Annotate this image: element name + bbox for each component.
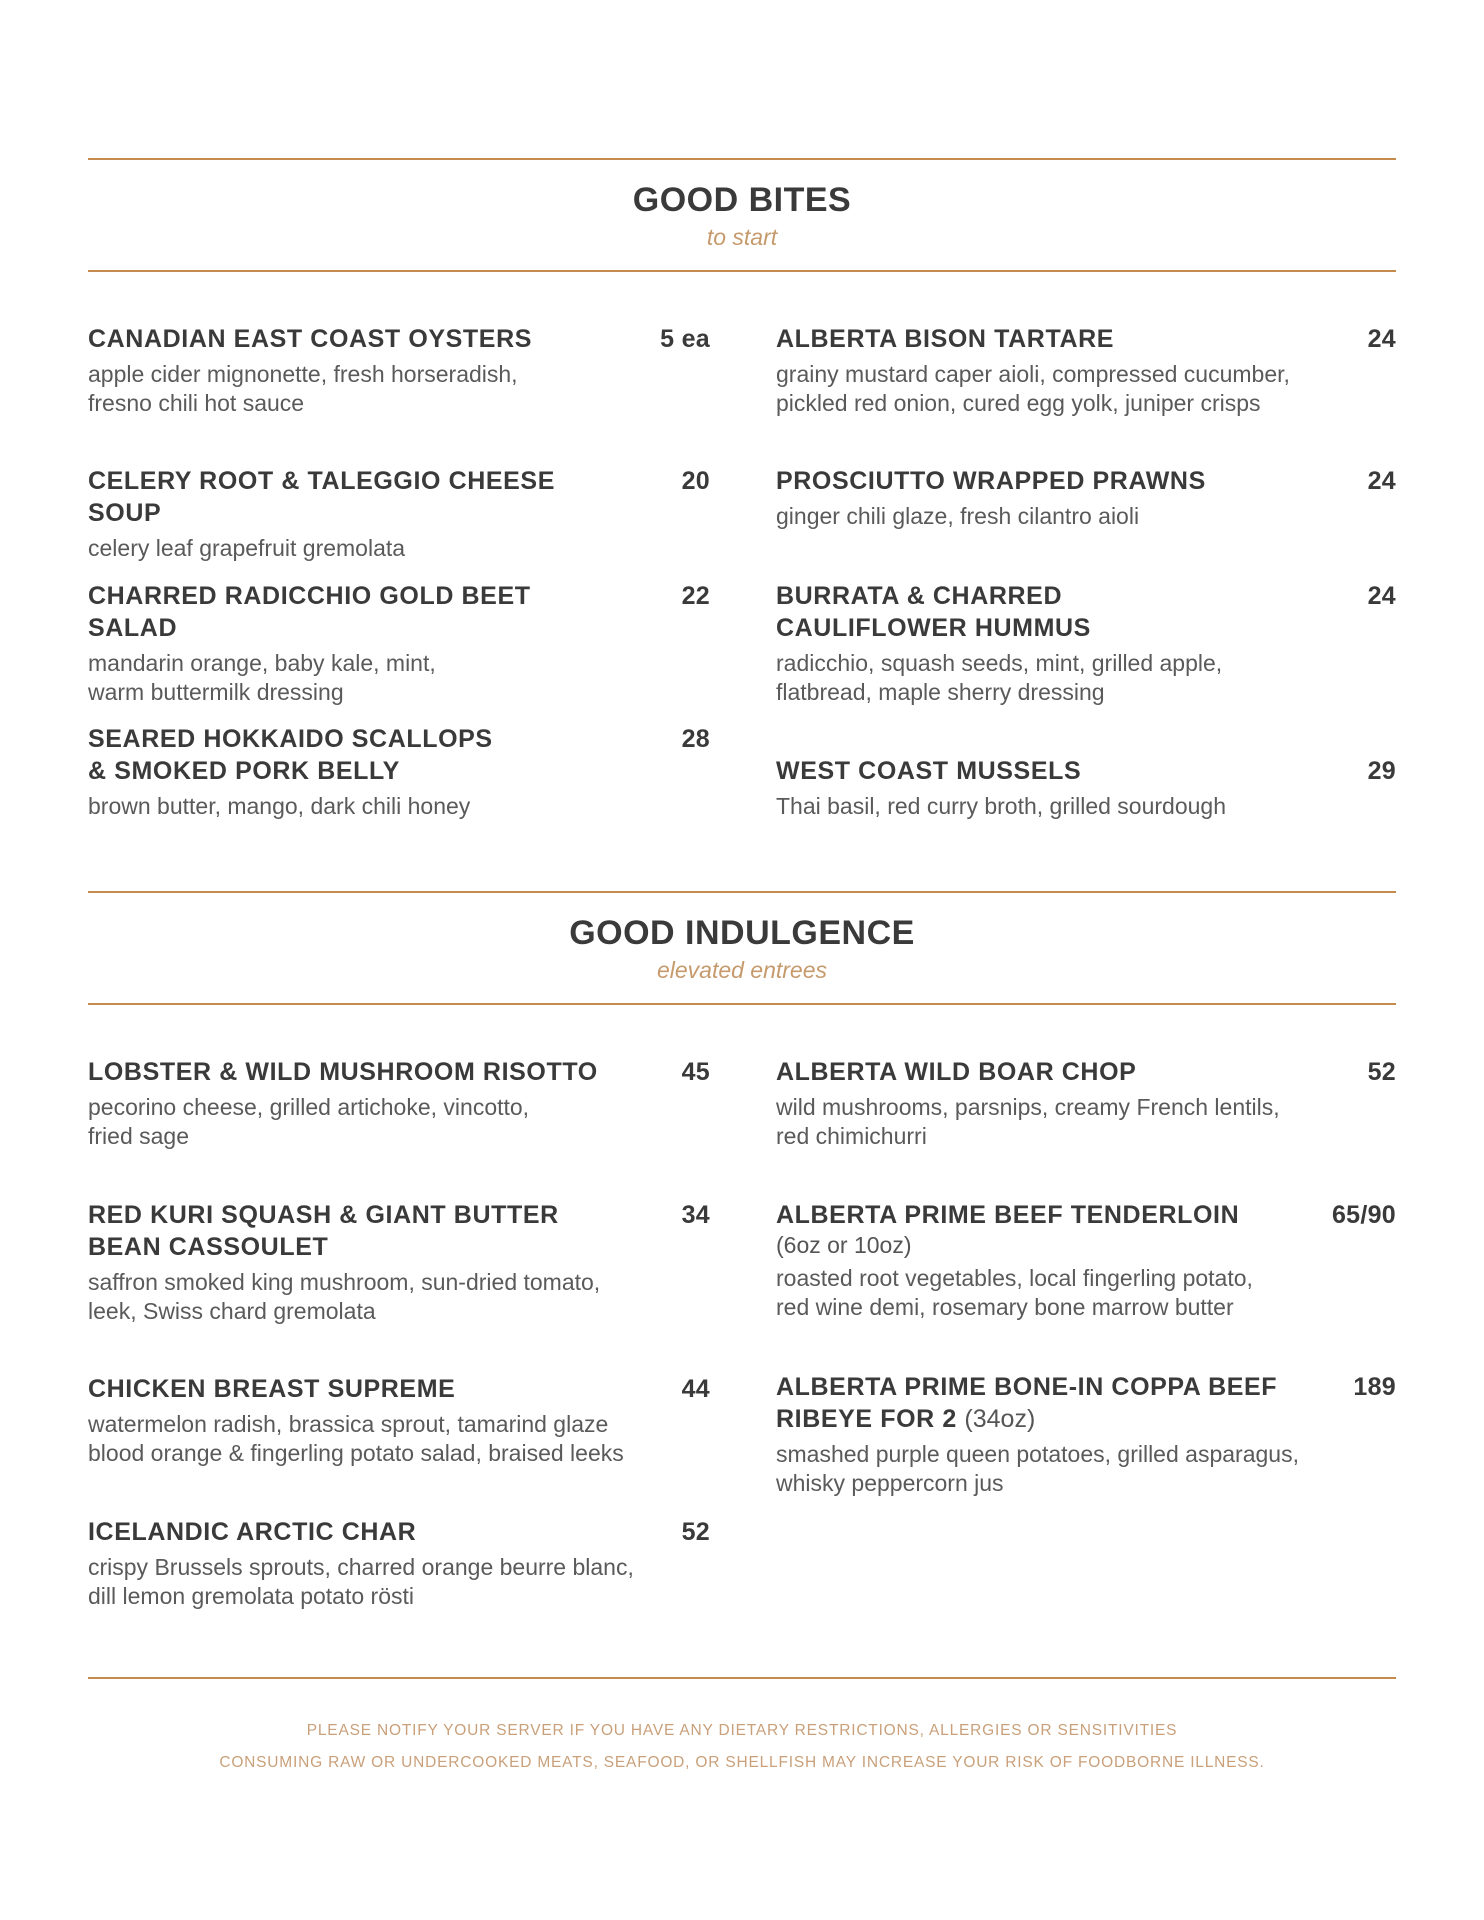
- item-name: SEARED HOKKAIDO SCALLOPS & SMOKED PORK BELLY: [88, 725, 493, 785]
- item-name: ICELANDIC ARCTIC CHAR: [88, 1518, 417, 1546]
- item-price: 34: [681, 1201, 710, 1229]
- item-description: celery leaf grapefruit gremolata: [88, 535, 406, 561]
- item-description: brown butter, mango, dark chili honey: [88, 793, 471, 819]
- item-description: smashed purple queen potatoes, grilled asparagus, whisky peppercorn jus: [776, 1441, 1299, 1496]
- item-name: RED KURI SQUASH & GIANT BUTTER BEAN CASSOULET: [88, 1201, 559, 1261]
- menu-item: [88, 465, 710, 563]
- item-price: 28: [681, 725, 710, 753]
- item-size: (34oz): [964, 1405, 1036, 1433]
- item-description: crispy Brussels sprouts, charred orange beurre blanc, dill lemon gremolata potato rösti: [88, 1554, 634, 1609]
- item-name: ALBERTA PRIME BEEF TENDERLOIN: [776, 1201, 1240, 1229]
- menu-item: [88, 1373, 710, 1468]
- menu-item: [88, 723, 710, 821]
- divider: [88, 158, 1396, 160]
- item-name: ALBERTA BISON TARTARE: [776, 325, 1115, 353]
- item-price: 22: [681, 582, 710, 610]
- item-description: mandarin orange, baby kale, mint, warm buttermilk dressing: [88, 650, 436, 705]
- item-description: grainy mustard caper aioli, compressed cucumber, pickled red onion, cured egg yolk, juniper crisps: [776, 361, 1290, 416]
- item-price: 24: [1367, 325, 1396, 353]
- item-name: BURRATA & CHARRED CAULIFLOWER HUMMUS: [776, 582, 1091, 642]
- item-description: saffron smoked king mushroom, sun-dried tomato, leek, Swiss chard gremolata: [88, 1269, 601, 1324]
- item-name: ALBERTA PRIME BONE-IN COPPA BEEF RIBEYE FOR 2 (34oz): [776, 1373, 1278, 1433]
- item-price: 65/90: [1331, 1201, 1396, 1229]
- item-price: 24: [1367, 467, 1396, 495]
- item-name: LOBSTER & WILD MUSHROOM RISOTTO: [88, 1058, 598, 1086]
- menu-item: [776, 1199, 1396, 1322]
- menu-item: [88, 1516, 710, 1611]
- item-description: Thai basil, red curry broth, grilled sourdough: [776, 793, 1227, 819]
- item-price: 20: [681, 467, 710, 495]
- divider: [88, 1677, 1396, 1679]
- raw-food-warning: CONSUMING RAW OR UNDERCOOKED MEATS, SEAFOOD, OR SHELLFISH MAY INCREASE YOUR RISK OF FOODBORNE ILLNESS.: [219, 1754, 1265, 1771]
- item-price: 5 ea: [660, 325, 710, 353]
- menu-item: [776, 1371, 1396, 1498]
- section-title-good-bites: GOOD BITES: [632, 181, 852, 219]
- menu-item: [776, 465, 1396, 531]
- item-description: watermelon radish, brassica sprout, tamarind glaze blood orange & fingerling potato salad, braised leeks: [88, 1411, 624, 1466]
- item-price: 52: [681, 1518, 710, 1546]
- item-name: CHARRED RADICCHIO GOLD BEET SALAD: [88, 582, 531, 642]
- item-name: CELERY ROOT & TALEGGIO CHEESE SOUP: [88, 467, 555, 527]
- item-name: CANADIAN EAST COAST OYSTERS: [88, 325, 533, 353]
- menu-item: [88, 1056, 710, 1151]
- dietary-notice: PLEASE NOTIFY YOUR SERVER IF YOU HAVE ANY DIETARY RESTRICTIONS, ALLERGIES OR SENSITIVITIES: [306, 1722, 1178, 1739]
- item-name: PROSCIUTTO WRAPPED PRAWNS: [776, 467, 1206, 495]
- item-description: wild mushrooms, parsnips, creamy French lentils, red chimichurri: [776, 1094, 1280, 1149]
- item-price: 24: [1367, 582, 1396, 610]
- item-price: 44: [681, 1375, 710, 1403]
- section-title-good-indulgence: GOOD INDULGENCE: [569, 914, 915, 952]
- divider: [88, 891, 1396, 893]
- menu-item: [88, 1199, 710, 1326]
- item-description: ginger chili glaze, fresh cilantro aioli: [776, 503, 1140, 529]
- item-price: 29: [1367, 757, 1396, 785]
- menu-item: [88, 580, 710, 707]
- item-price: 52: [1367, 1058, 1396, 1086]
- item-size: (6oz or 10oz): [776, 1232, 912, 1258]
- item-name: ALBERTA WILD BOAR CHOP: [776, 1058, 1137, 1086]
- item-price: 189: [1353, 1373, 1396, 1401]
- item-description: apple cider mignonette, fresh horseradish, fresno chili hot sauce: [88, 361, 518, 416]
- menu-item: [776, 580, 1396, 707]
- section-subtitle-good-bites: to start: [706, 224, 778, 250]
- divider: [88, 270, 1396, 272]
- item-name: CHICKEN BREAST SUPREME: [88, 1375, 456, 1403]
- divider: [88, 1003, 1396, 1005]
- menu-item: [776, 1056, 1396, 1151]
- menu-item: [88, 323, 710, 418]
- menu-item: [776, 323, 1396, 418]
- item-description: radicchio, squash seeds, mint, grilled apple, flatbread, maple sherry dressing: [776, 650, 1223, 705]
- menu-item: [776, 755, 1396, 821]
- item-description: pecorino cheese, grilled artichoke, vincotto, fried sage: [88, 1094, 530, 1149]
- item-name: WEST COAST MUSSELS: [776, 757, 1082, 785]
- section-subtitle-good-indulgence: elevated entrees: [656, 957, 828, 983]
- item-description: roasted root vegetables, local fingerling potato, red wine demi, rosemary bone marrow butter: [776, 1265, 1253, 1320]
- item-price: 45: [681, 1058, 710, 1086]
